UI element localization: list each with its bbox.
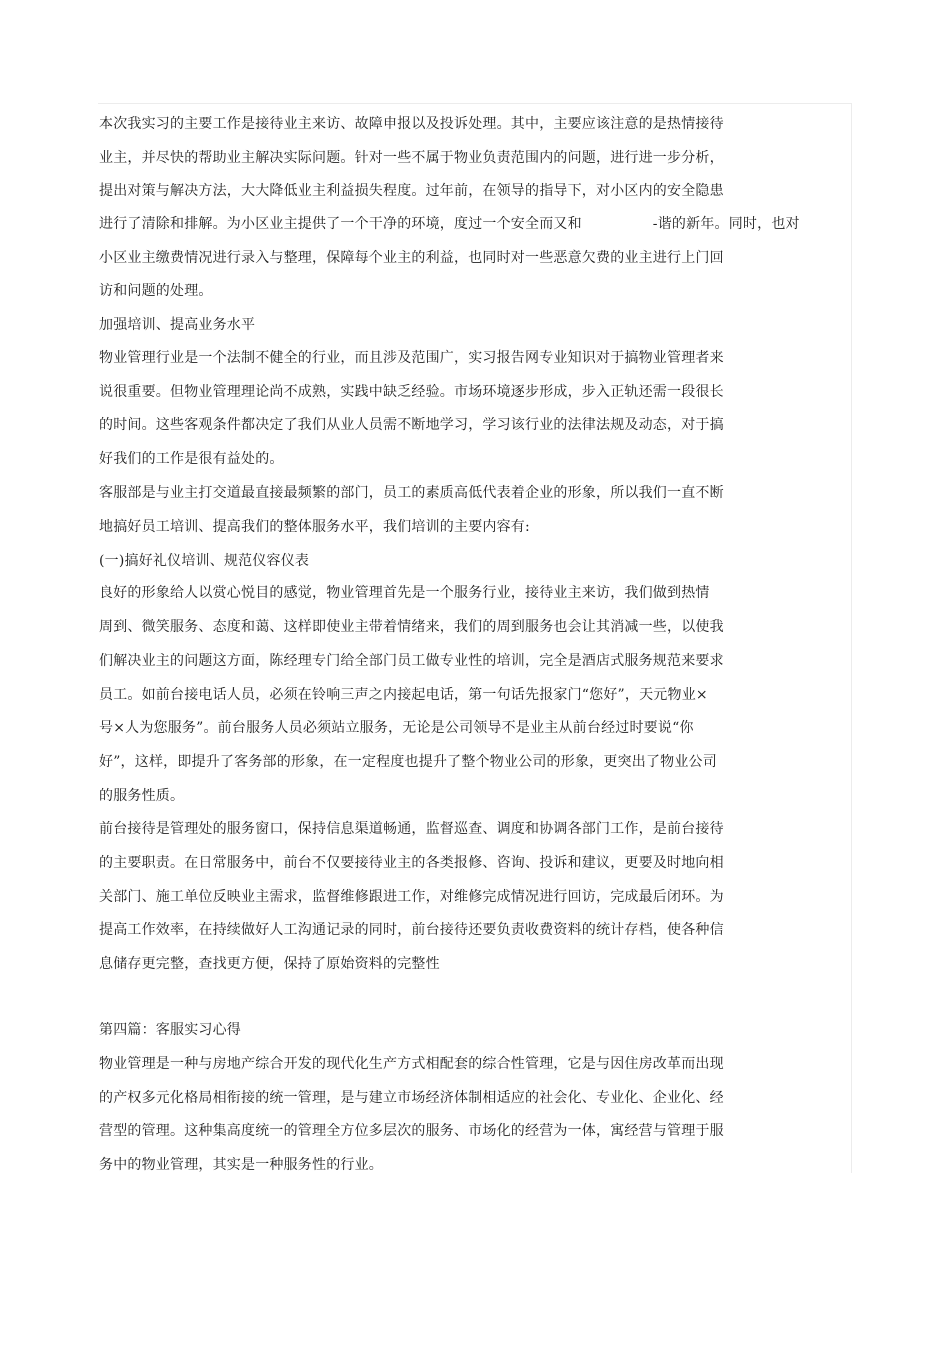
paragraph-line: 进行了清除和排解。为小区业主提供了一个干净的环境，度过一个安全而又和 -谐的新年。同时，也对 [99,216,800,232]
paragraph-line: 的主要职责。在日常服务中，前台不仅要接待业主的各类报修、咨询、投诉和建议，更要及时地向相 [99,855,724,871]
paragraph-line: 物业管理行业是一个法制不健全的行业，而且涉及范围广，实习报告网专业知识对于搞物业管理者来 [99,350,724,366]
paragraph-line: 的时间。这些客观条件都决定了我们从业人员需不断地学习，学习该行业的法律法规及动态，对于搞 [99,417,724,433]
paragraph-line: 周到、微笑服务、态度和蔼、这样即使业主带着情绪来，我们的周到服务也会让其消减一些，以使我 [99,619,724,635]
paragraph-line: 提出对策与解决方法，大大降低业主利益损失程度。过年前，在领导的指导下，对小区内的安全隐患 [99,183,724,199]
paragraph-line: 访和问题的处理。 [99,283,213,299]
paragraph-line: 物业管理是一种与房地产综合开发的现代化生产方式相配套的综合性管理，它是与因住房改革而出现 [99,1056,724,1072]
paragraph-line: 务中的物业管理，其实是一种服务性的行业。 [99,1157,383,1173]
paragraph-line: 营型的管理。这种集高度统一的管理全方位多层次的服务、市场化的经营为一体，寓经营与管理于服 [99,1123,724,1139]
paragraph-line: 小区业主缴费情况进行录入与整理，保障每个业主的利益，也同时对一些恶意欠费的业主进行上门回 [99,250,724,266]
paragraph-line: 好”，这样，即提升了客务部的形象，在一定程度也提升了整个物业公司的形象，更突出了物业公司 [99,754,717,770]
paragraph-line: 业主，并尽快的帮助业主解决实际问题。针对一些不属于物业负责范围内的问题，进行进一步分析， [99,150,724,166]
paragraph-line: 员工。如前台接电话人员，必须在铃响三声之内接起电话，第一句话先报家门“您好”，天元物业× [99,687,708,703]
paragraph-line: 说很重要。但物业管理理论尚不成熟，实践中缺乏经验。市场环境逐步形成，步入正轨还需一段很长 [99,384,724,400]
paragraph-line: 地搞好员工培训、提高我们的整体服务水平，我们培训的主要内容有: [99,519,530,535]
paragraph-line: 的产权多元化格局相衔接的统一管理，是与建立市场经济体制相适应的社会化、专业化、企业化、经 [99,1090,724,1106]
section-heading: 第四篇：客服实习心得 [99,1022,241,1038]
paragraph-line: 息储存更完整，查找更方便，保持了原始资料的完整性 [99,956,440,972]
paragraph-line: 前台接待是管理处的服务窗口，保持信息渠道畅通，监督巡查、调度和协调各部门工作，是前台接待 [99,821,724,837]
paragraph-line: 提高工作效率，在持续做好人工沟通记录的同时，前台接待还要负责收费资料的统计存档，使各种信 [99,922,724,938]
section-heading: (一)搞好礼仪培训、规范仪容仪表 [99,553,310,569]
paragraph-line: 们解决业主的问题这方面，陈经理专门给全部门员工做专业性的培训，完全是酒店式服务规范来要求 [99,653,724,669]
paragraph-line: 关部门、施工单位反映业主需求，监督维修跟进工作，对维修完成情况进行回访，完成最后闭环。为 [99,889,724,905]
paragraph-line: 客服部是与业主打交道最直接最频繁的部门，员工的素质高低代表着企业的形象，所以我们一直不断 [99,485,724,501]
paragraph-line: 良好的形象给人以赏心悦目的感觉，物业管理首先是一个服务行业，接待业主来访，我们做到热情 [99,585,710,601]
paragraph-line: 好我们的工作是很有益处的。 [99,451,284,467]
paragraph-line: 的服务性质。 [99,788,185,804]
paragraph-line: 本次我实习的主要工作是接待业主来访、故障申报以及投诉处理。其中，主要应该注意的是热情接待 [99,116,724,132]
paragraph-line: 号×人为您服务”。前台服务人员必须站立服务，无论是公司领导不是业主从前台经过时要说“你 [99,720,694,736]
section-heading: 加强培训、提高业务水平 [99,317,256,333]
